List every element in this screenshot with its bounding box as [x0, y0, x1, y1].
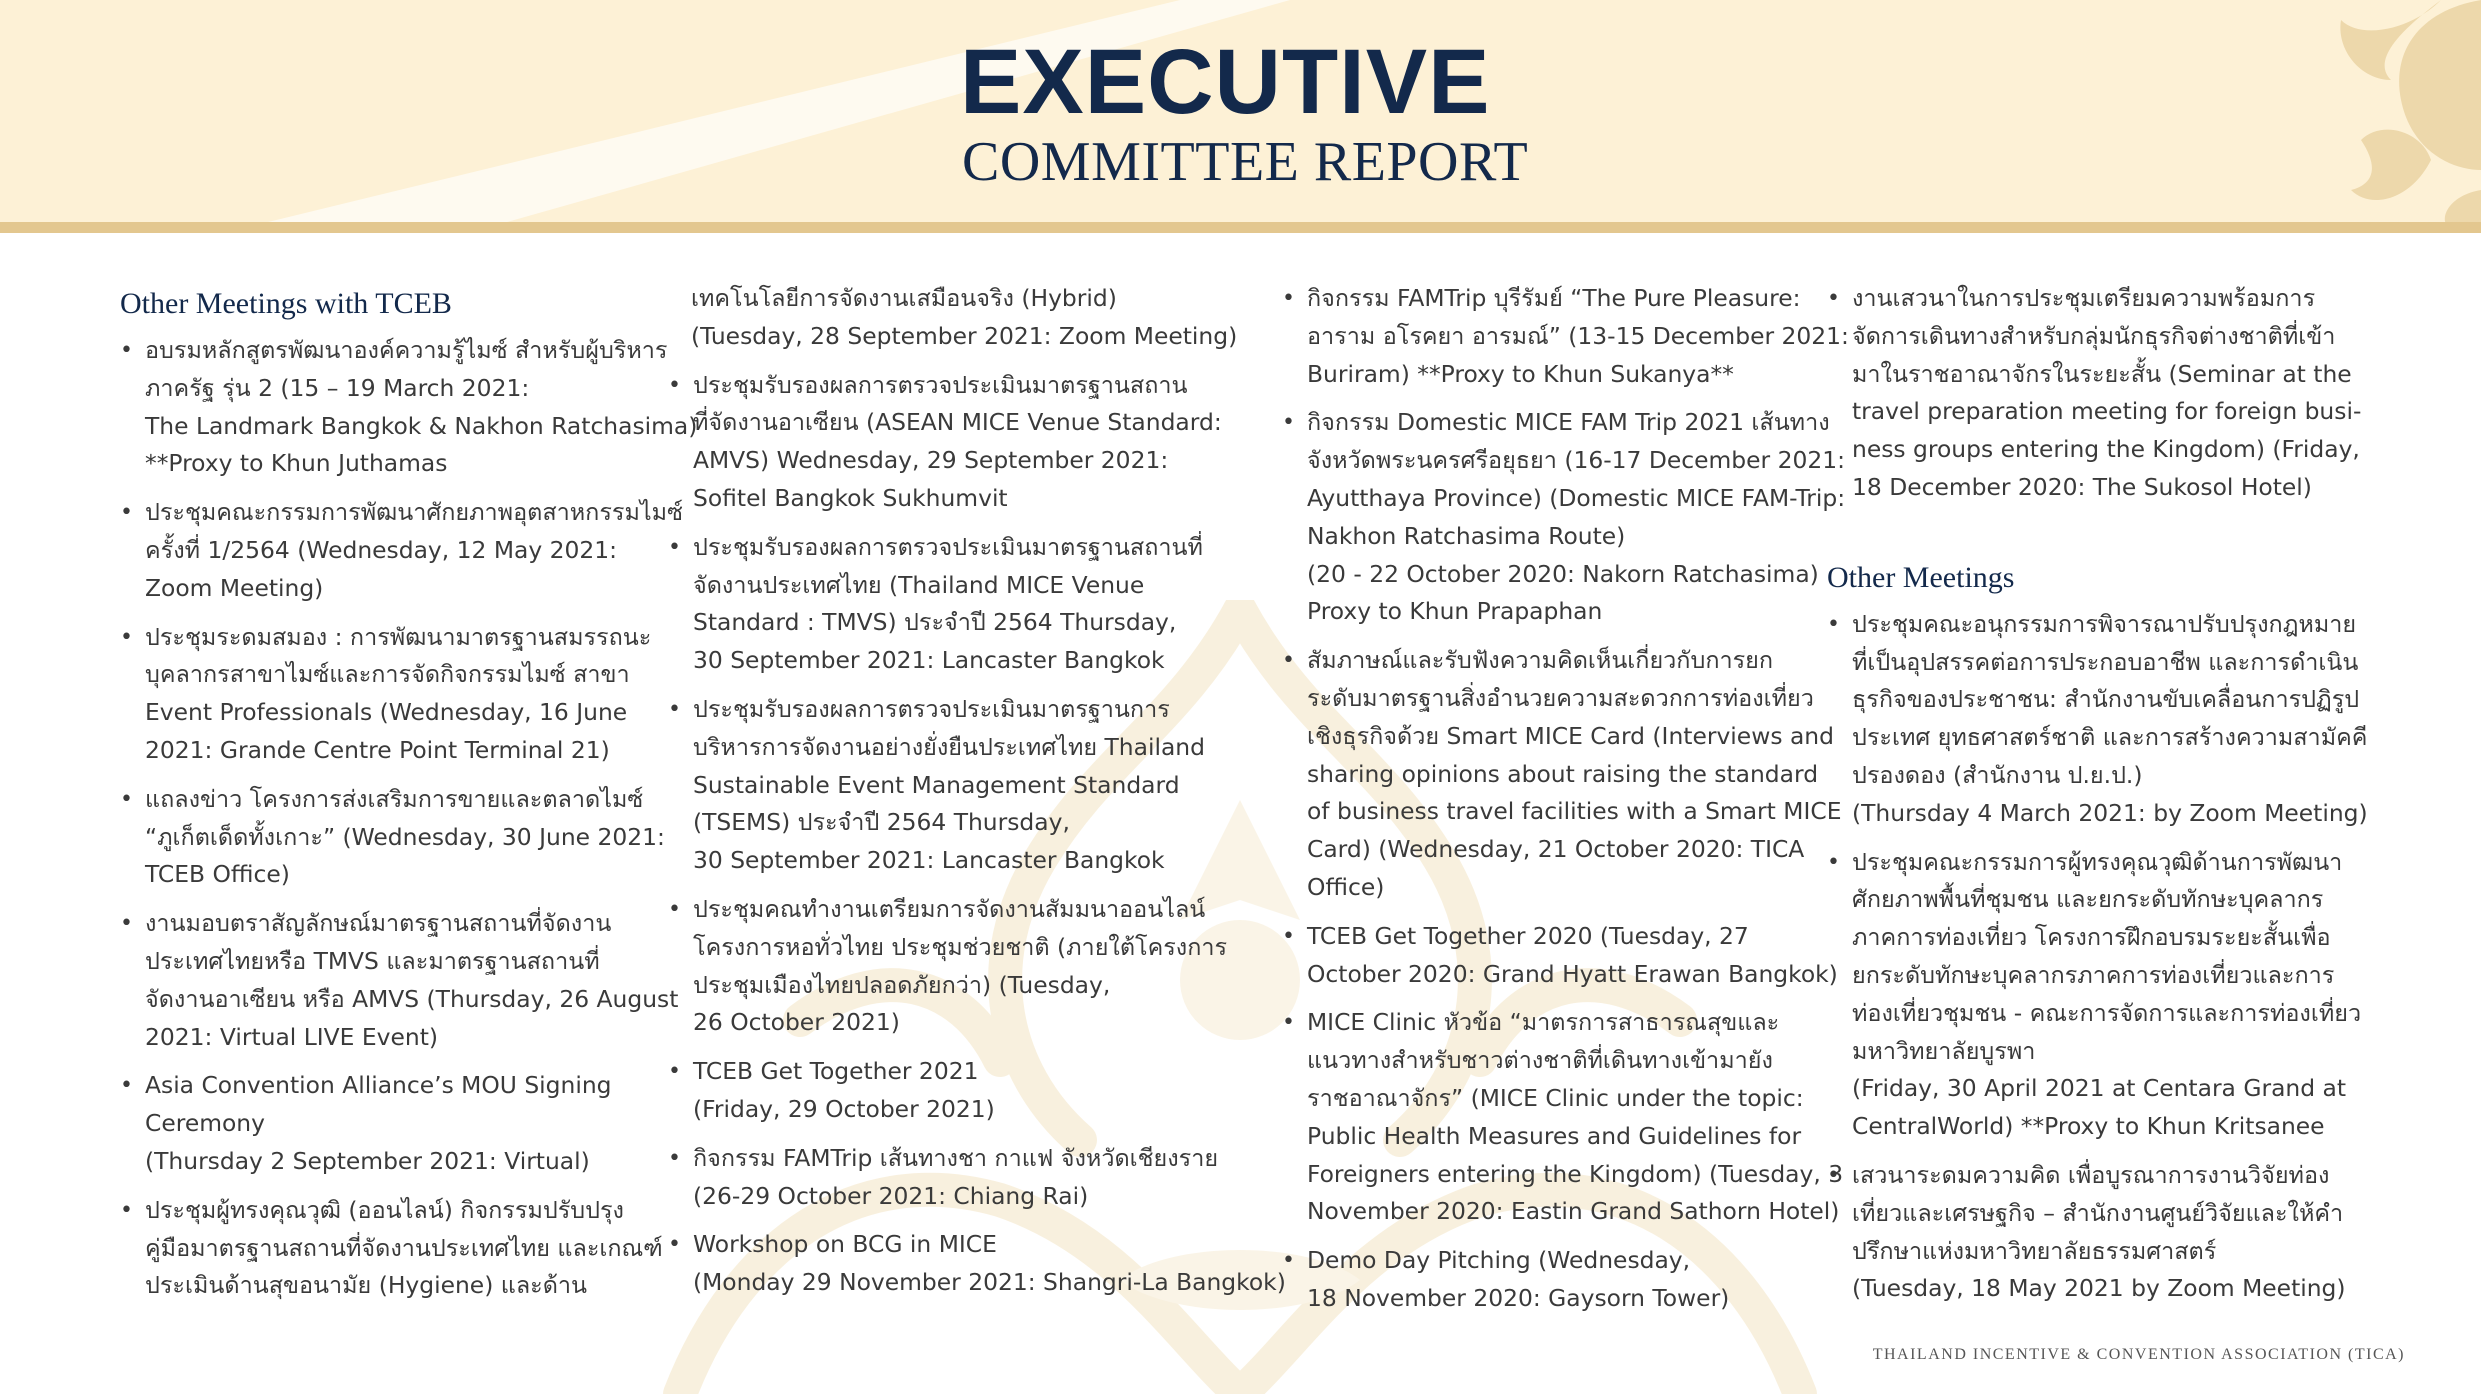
list-item: • กิจกรรม FAMTrip บุรีรัมย์ “The Pure Pleasure: อาราม อโรคยา อารมณ์” (13-15 December 2021: Buriram) **Proxy to Khun Sukanya**: [1282, 280, 1822, 393]
section-spacer: [1827, 518, 2367, 554]
list-item: • แถลงข่าว โครงการส่งเสริมการขายและตลาดไมซ์ “ภูเก็ตเด็ดทั้งเกาะ” (Wednesday, 30 June 2021: TCEB Office): [120, 781, 660, 894]
list-item: • สัมภาษณ์และรับฟังความคิดเห็นเกี่ยวกับการยก ระดับมาตรฐานสิ่งอำนวยความสะดวกการท่องเที่ยว เชิงธุรกิจด้วย Smart MICE Card (Interviews and sharing opinions about raising the standard of business travel facilities with a Smart MICE Card) (Wednesday, 21 October 2020: TICA Office): [1282, 642, 1822, 907]
list-item: • MICE Clinic หัวข้อ “มาตรการสาธารณสุขและ แนวทางสำหรับชาวต่างชาติที่เดินทางเข้ามายัง ราชอาณาจักร” (MICE Clinic under the topic: Public Health Measures and Guidelines for Foreigners entering the Kingdom) (Tuesday, 3 November 2020: Eastin Grand Sathorn Hotel): [1282, 1004, 1822, 1231]
list-item: • ประชุมคณทำงานเตรียมการจัดงานสัมมนาออนไลน์ โครงการหอทั่วไทย ประชุมช่วยชาติ (ภายใต้โครงการ ประชุมเมืองไทยปลอดภัยกว่า) (Tuesday, 26 October 2021): [668, 891, 1213, 1042]
column-2: [668, 280, 1286, 1313]
list-item: • อบรมหลักสูตรพัฒนาองค์ความรู้ไมซ์ สำหรับผู้บริหาร ภาครัฐ รุ่น 2 (15 – 19 March 2021: The Landmark Bangkok & Nakhon Ratchasima) **Proxy to Khun Juthamas: [120, 332, 660, 483]
list-item-continuation: เทคโนโลยีการจัดงานเสมือนจริง (Hybrid) (Tuesday, 28 September 2021: Zoom Meeting): [691, 284, 1238, 350]
column-3: [1282, 280, 1849, 1329]
list-item: • ประชุมคณะกรรมการพัฒนาศักยภาพอุตสาหกรรมไมซ์ ครั้งที่ 1/2564 (Wednesday, 12 May 2021: Zoom Meeting): [120, 494, 660, 607]
meeting-list: [1827, 280, 2367, 507]
header-divider: [0, 222, 2481, 233]
page-title: EXECUTIVE: [960, 31, 1491, 133]
page-subtitle: COMMITTEE REPORT: [962, 131, 1529, 193]
list-item: • Demo Day Pitching (Wednesday, 18 November 2020: Gaysorn Tower): [1282, 1242, 1822, 1318]
list-item: • TCEB Get Together 2020 (Tuesday, 27 October 2020: Grand Hyatt Erawan Bangkok): [1282, 918, 1822, 994]
meeting-list: [1827, 606, 2367, 1308]
column-1: [120, 280, 698, 1316]
section-heading-tceb: Other Meetings with TCEB: [120, 287, 452, 320]
list-item: • เสวนาระดมความคิด เพื่อบูรณาการงานวิจัยท่อง เที่ยวและเศรษฐกิจ – สำนักงานศูนย์วิจัยและให้คำ ปรึกษาแห่งมหาวิทยาลัยธรรมศาสตร์ (Tuesday, 18 May 2021 by Zoom Meeting): [1827, 1157, 2367, 1308]
list-item: • ประชุมรับรองผลการตรวจประเมินมาตรฐานสถาน ที่จัดงานอาเซียน (ASEAN MICE Venue Standard: AMVS) Wednesday, 29 September 2021: Sofitel Bangkok Sukhumvit: [668, 367, 1213, 518]
list-item: • Workshop on BCG in MICE (Monday 29 November 2021: Shangri-La Bangkok): [668, 1226, 1213, 1302]
meeting-list: [1282, 280, 1849, 1318]
list-item: • งานมอบตราสัญลักษณ์มาตรฐานสถานที่จัดงาน ประเทศไทยหรือ TMVS และมาตรฐานสถานที่ จัดงานอาเซียน หรือ AMVS (Thursday, 26 August 2021: Virtual LIVE Event): [120, 905, 660, 1056]
meeting-list: [668, 280, 1286, 1302]
list-item: • กิจกรรม FAMTrip เส้นทางชา กาแฟ จังหวัดเชียงราย (26-29 October 2021: Chiang Rai): [668, 1140, 1213, 1216]
list-item: • กิจกรรม Domestic MICE FAM Trip 2021 เส้นทาง จังหวัดพระนครศรีอยุธยา (16-17 December 2021: Ayutthaya Province) (Domestic MICE FAM-Trip: Nakhon Ratchasima Route) (20 - 22 October 2020: Nakorn Ratchasima) Proxy to Khun Prapaphan: [1282, 404, 1822, 631]
list-item: • ประชุมรับรองผลการตรวจประเมินมาตรฐานสถานที่ จัดงานประเทศไทย (Thailand MICE Venue Standard : TMVS) ประจำปี 2564 Thursday, 30 September 2021: Lancaster Bangkok: [668, 529, 1213, 680]
section-heading-other: Other Meetings: [1827, 560, 2015, 594]
footer-organization: THAILAND INCENTIVE & CONVENTION ASSOCIATION (TICA): [1872, 1346, 2405, 1363]
list-item: • ประชุมคณะอนุกรรมการพิจารณาปรับปรุงกฎหมาย ที่เป็นอุปสรรคต่อการประกอบอาชีพ และการดำเนิน ธุรกิจของประชาชน: สำนักงานขับเคลื่อนการปฏิรูป ประเทศ ยุทธศาสตร์ชาติ และการสร้างความสามัคคี ปรองดอง (สำนักงาน ป.ย.ป.) (Thursday 4 March 2021: by Zoom Meeting): [1827, 606, 2367, 833]
list-item: • ประชุมผู้ทรงคุณวุฒิ (ออนไลน์) กิจกรรมปรับปรุง คู่มือมาตรฐานสถานที่จัดงานประเทศไทย และเกณฑ์ ประเมินด้านสุขอนามัย (Hygiene) และด้าน: [120, 1192, 660, 1305]
list-item: • งานเสวนาในการประชุมเตรียมความพร้อมการ จัดการเดินทางสำหรับกลุ่มนักธุรกิจต่างชาติที่เข้า มาในราชอาณาจักรในระยะสั้น (Seminar at the travel preparation meeting for foreign busi- ness groups entering the Kingdom) (Friday, 18 December 2020: The Sukosol Hotel): [1827, 280, 2367, 507]
meeting-list: [120, 332, 698, 1305]
list-item: • TCEB Get Together 2021 (Friday, 29 October 2021): [668, 1053, 1213, 1129]
thai-ornament-icon: [2241, 0, 2481, 224]
list-item: • ประชุมรับรองผลการตรวจประเมินมาตรฐานการ บริหารการจัดงานอย่างยั่งยืนประเทศไทย Thailand Sustainable Event Management Standard (TSEMS) ประจำปี 2564 Thursday, 30 September 2021: Lancaster Bangkok: [668, 691, 1213, 880]
list-item: • ประชุมคณะกรรมการผู้ทรงคุณวุฒิด้านการพัฒนา ศักยภาพพื้นที่ชุมชน และยกระดับทักษะบุคลากร ภาคการท่องเที่ยว โครงการฝึกอบรมระยะสั้นเพื่อ ยกระดับทักษะบุคลากรภาคการท่องเที่ยวและการ ท่องเที่ยวชุมชน - คณะการจัดการและการท่องเที่ยว มหาวิทยาลัยบูรพา (Friday, 30 April 2021 at Centara Grand at CentralWorld) **Proxy to Khun Kritsanee: [1827, 844, 2367, 1146]
list-item: • ประชุมระดมสมอง : การพัฒนามาตรฐานสมรรถนะ บุคลากรสาขาไมซ์และการจัดกิจกรรมไมซ์ สาขา Event Professionals (Wednesday, 16 June 2021: Grande Centre Point Terminal 21): [120, 619, 660, 770]
list-item: • Asia Convention Alliance’s MOU Signing Ceremony (Thursday 2 September 2021: Virtual): [120, 1067, 660, 1180]
column-4: [1827, 280, 2367, 1319]
